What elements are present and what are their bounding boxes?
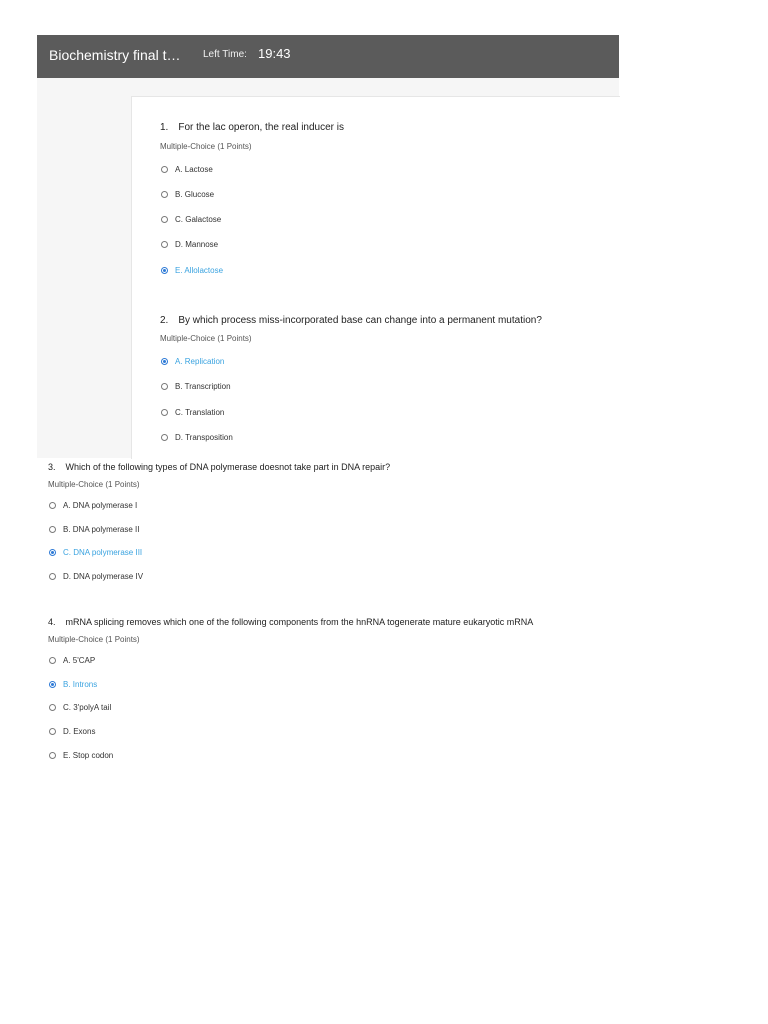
timer-value: 19:43 [258, 46, 291, 61]
radio-button-icon[interactable] [49, 502, 56, 509]
question-1-option-d[interactable] [161, 238, 218, 250]
option-label: B. Transcription [175, 381, 231, 391]
question-text: For the lac operon, the real inducer is [178, 122, 344, 133]
question-1-option-a[interactable] [161, 163, 213, 175]
option-label: C. Galactose [175, 214, 222, 224]
question-2-option-b[interactable] [161, 380, 231, 392]
option-label: D. Transposition [175, 432, 233, 442]
radio-button-selected-icon[interactable] [161, 358, 168, 365]
question-text: Which of the following types of DNA polymerase doesnot take part in DNA repair? [65, 462, 391, 472]
option-label: C. Translation [175, 407, 225, 417]
option-label: C. DNA polymerase III [63, 547, 143, 557]
radio-button-icon[interactable] [161, 166, 168, 173]
question-3-title [48, 462, 390, 472]
question-3-option-d[interactable] [49, 570, 143, 582]
question-1-option-b[interactable] [161, 188, 214, 200]
option-label: C. 3'polyA tail [63, 702, 112, 712]
option-label: A. 5'CAP [63, 655, 96, 665]
question-2-option-a[interactable] [161, 355, 224, 367]
timer-label: Left Time: [203, 49, 247, 60]
question-3-option-b[interactable] [49, 523, 139, 535]
option-label: D. DNA polymerase IV [63, 571, 144, 581]
option-label: A. DNA polymerase I [63, 500, 138, 510]
question-3-option-a[interactable] [49, 499, 137, 511]
question-number: 3. [48, 462, 56, 472]
radio-button-icon[interactable] [161, 409, 168, 416]
radio-button-icon[interactable] [161, 241, 168, 248]
radio-button-icon[interactable] [49, 526, 56, 533]
option-label: B. DNA polymerase II [63, 524, 140, 534]
option-label: A. Replication [175, 356, 225, 366]
option-label: B. Introns [63, 679, 98, 689]
radio-button-icon[interactable] [49, 704, 56, 711]
question-2-option-c[interactable] [161, 406, 224, 418]
question-number: 2. [160, 315, 169, 326]
question-1-option-e[interactable] [161, 264, 223, 276]
question-4-title [48, 617, 533, 627]
question-2-option-d[interactable] [161, 431, 233, 443]
question-number: 1. [160, 122, 169, 133]
header-bar [37, 35, 619, 78]
radio-button-icon[interactable] [161, 383, 168, 390]
question-2-title [160, 315, 542, 326]
radio-button-icon[interactable] [161, 191, 168, 198]
question-text: mRNA splicing removes which one of the following components from the hnRNA togenerate mature eukaryotic mRNA [65, 617, 534, 627]
question-3-type: Multiple-Choice (1 Points) [48, 480, 140, 489]
question-number: 4. [48, 617, 56, 627]
question-4-option-e[interactable] [49, 749, 113, 761]
radio-button-icon[interactable] [49, 657, 56, 664]
radio-button-icon[interactable] [49, 728, 56, 735]
radio-button-selected-icon[interactable] [49, 681, 56, 688]
radio-button-icon[interactable] [161, 216, 168, 223]
question-1-title [160, 122, 344, 133]
question-4-option-a[interactable] [49, 654, 95, 666]
question-text: By which process miss-incorporated base can change into a permanent mutation? [178, 315, 542, 326]
option-label: E. Stop codon [63, 750, 114, 760]
question-4-option-b[interactable] [49, 678, 97, 690]
radio-button-selected-icon[interactable] [161, 267, 168, 274]
radio-button-icon[interactable] [49, 573, 56, 580]
question-1-option-c[interactable] [161, 213, 221, 225]
question-4-type: Multiple-Choice (1 Points) [48, 635, 140, 644]
radio-button-icon[interactable] [49, 752, 56, 759]
exam-title: Biochemistry final t… [49, 47, 181, 63]
question-1-type: Multiple-Choice (1 Points) [160, 142, 252, 151]
option-label: B. Glucose [175, 189, 215, 199]
question-3-option-c[interactable] [49, 546, 142, 558]
option-label: A. Lactose [175, 164, 213, 174]
option-label: D. Exons [63, 726, 96, 736]
radio-button-icon[interactable] [161, 434, 168, 441]
question-4-option-d[interactable] [49, 725, 95, 737]
option-label: E. Allolactose [175, 265, 224, 275]
option-label: D. Mannose [175, 239, 219, 249]
question-4-option-c[interactable] [49, 701, 111, 713]
question-2-type: Multiple-Choice (1 Points) [160, 334, 252, 343]
radio-button-selected-icon[interactable] [49, 549, 56, 556]
